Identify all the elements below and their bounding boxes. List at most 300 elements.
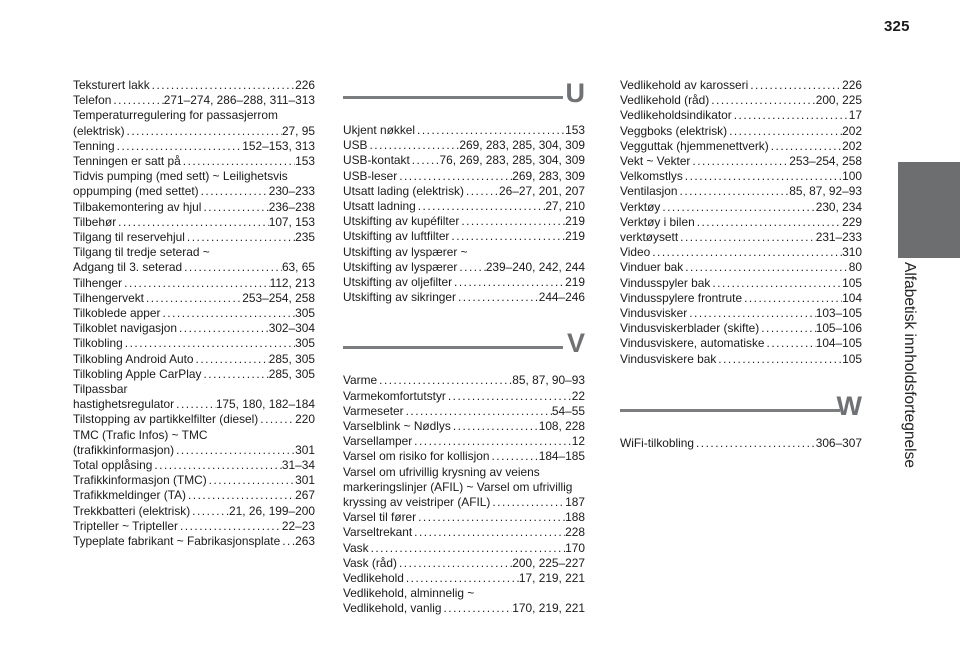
entry-pages[interactable]: 285, 305 [268, 351, 315, 366]
entry-pages[interactable]: 85, 87, 90–93 [512, 373, 585, 388]
index-entry [343, 153, 585, 168]
entry-line [620, 124, 862, 139]
index-entry [343, 245, 585, 275]
index-entry [620, 200, 862, 215]
entry-pages[interactable]: 200, 225–227 [512, 555, 585, 570]
dot-leader [404, 571, 519, 586]
entry-pages[interactable]: 112, 213 [269, 275, 315, 290]
dot-leader [716, 352, 842, 367]
entry-term: Varselblink ~ Nødlys [343, 419, 451, 434]
dot-leader [456, 290, 539, 305]
index-entry [620, 352, 862, 367]
entry-line [343, 571, 585, 586]
entry-term: Tripteller ~ Tripteller [73, 518, 178, 533]
entry-pages[interactable]: 63, 65 [281, 260, 315, 275]
entry-term: Vask [343, 540, 369, 555]
index-entry [343, 199, 585, 214]
entry-pages[interactable]: 104 [842, 290, 862, 305]
index-entry [343, 465, 585, 511]
entry-term: Typeplate fabrikant ~ Fabrikasjonsplate [73, 534, 281, 549]
entry-pages[interactable]: 301 [295, 473, 315, 488]
entry-pages[interactable]: 175, 180, 182–184 [215, 397, 315, 412]
entry-line [620, 321, 862, 336]
entry-term: Trafikkmeldinger (TA) [73, 488, 186, 503]
entry-pages[interactable]: 85, 87, 92–93 [789, 184, 862, 199]
index-entry [343, 434, 585, 449]
entry-term: Utskifting av oljefilter [343, 275, 453, 290]
entry-term: Tilgang til reservehjul [73, 230, 185, 245]
index-entry [73, 321, 315, 336]
entry-term: Tilstopping av partikkelfilter (diesel) [73, 412, 259, 427]
entry-term: Varsellamper [343, 434, 413, 449]
entry-pages[interactable]: 152–153, 313 [242, 138, 315, 153]
index-entry [620, 215, 862, 230]
index-entry [620, 184, 862, 199]
entry-term: Vinduer bak [620, 260, 684, 275]
entry-pages[interactable]: 226 [842, 78, 862, 92]
entry-list [620, 436, 862, 451]
index-entry [73, 139, 315, 154]
entry-term: Veggboks (elektrisk) [620, 123, 728, 138]
entry-pages[interactable]: 305 [295, 306, 315, 321]
entry-term: Vindusspyler bak [620, 275, 711, 290]
entry-term: Ventilasjon [620, 184, 678, 199]
entry-pages[interactable]: 229 [842, 214, 862, 229]
entry-line [343, 153, 585, 168]
entry-line [73, 321, 315, 336]
dot-leader [449, 229, 565, 244]
entry-pages[interactable]: 54–55 [551, 403, 585, 418]
index-entry [73, 382, 315, 412]
entry-pages[interactable]: 228 [565, 525, 585, 540]
entry-pages[interactable]: 244–246 [538, 290, 585, 305]
dot-leader [367, 138, 459, 153]
dot-leader [650, 245, 842, 260]
entry-term: Utskifting av sikringer [343, 290, 456, 305]
page-number: 325 [884, 18, 910, 35]
entry-term: Vindusvisker [620, 306, 688, 321]
entry-list [620, 78, 862, 367]
index-entry [620, 245, 862, 260]
dot-leader [182, 260, 282, 275]
dot-leader [459, 214, 565, 229]
entry-term: Vekt ~ Vekter [620, 154, 691, 169]
entry-pages[interactable]: 271–274, 286–288, 311–313 [163, 93, 315, 108]
entry-pages[interactable]: 230, 234 [815, 199, 862, 214]
entry-line [620, 260, 862, 275]
index-entry [620, 291, 862, 306]
entry-line [343, 260, 585, 275]
entry-pages[interactable]: 269, 283, 285, 304, 309 [459, 138, 585, 153]
entry-line [343, 495, 585, 510]
entry-pages[interactable]: 219 [565, 275, 585, 290]
dot-leader [678, 230, 816, 245]
entry-pages[interactable]: 219 [565, 214, 585, 229]
entry-line [343, 525, 585, 540]
dot-leader [199, 184, 269, 199]
dot-leader [694, 436, 816, 451]
index-column-1 [73, 78, 315, 549]
entry-line [343, 404, 585, 419]
dot-leader [683, 169, 842, 184]
entry-line [620, 78, 862, 93]
dot-leader [410, 153, 440, 168]
index-entry [343, 275, 585, 290]
dot-leader [201, 200, 268, 215]
entry-line [620, 245, 862, 260]
entry-line [343, 419, 585, 434]
index-entry [620, 276, 862, 291]
entry-term: Tilkoblede apper [73, 306, 161, 321]
entry-pages[interactable]: 170, 219, 221 [512, 601, 585, 616]
dot-leader [144, 291, 242, 306]
entry-line [73, 230, 315, 245]
dot-leader [748, 78, 842, 93]
entry-line [73, 488, 315, 503]
entry-line [343, 275, 585, 290]
dot-leader [489, 449, 538, 464]
entry-term: Vindusviskerblader (skifte) [620, 321, 760, 336]
entry-list [343, 123, 585, 305]
index-entry [620, 169, 862, 184]
dot-leader [160, 306, 295, 321]
entry-line [73, 412, 315, 427]
index-entry [343, 541, 585, 556]
chapter-tab [898, 162, 960, 258]
entry-line [73, 139, 315, 154]
index-entry [343, 214, 585, 229]
index-entry [73, 488, 315, 503]
entry-term: Varseltrekant [343, 525, 413, 540]
entry-line [343, 184, 585, 199]
entry-term: Vindusviskere bak [620, 351, 717, 366]
entry-term: Velkomstlys [620, 169, 683, 184]
entry-pages[interactable]: 230–233 [268, 184, 315, 199]
entry-line [343, 541, 585, 556]
entry-term: Tilkobling Android Auto [73, 351, 194, 366]
entry-term: USB [343, 138, 368, 153]
entry-line [343, 138, 585, 153]
dot-leader [397, 169, 512, 184]
entry-text-line: Tilgang til tredje seterad ~ [73, 245, 210, 260]
entry-term: Ukjent nøkkel [343, 123, 416, 137]
entry-pages[interactable]: 231–233 [815, 230, 862, 245]
entry-pages[interactable]: 31–34 [281, 458, 315, 473]
index-entry [343, 373, 585, 388]
index-entry [343, 138, 585, 153]
index-entry [620, 93, 862, 108]
entry-pages[interactable]: 104–105 [815, 336, 862, 351]
entry-pages[interactable]: 267 [295, 488, 315, 503]
entry-line [73, 93, 315, 108]
entry-line [343, 556, 585, 571]
index-entry [343, 525, 585, 540]
entry-term: Vedlikehold [343, 571, 404, 586]
dot-leader [397, 556, 512, 571]
index-entry [620, 78, 862, 93]
entry-term: Vedlikehold (råd) [620, 93, 710, 108]
entry-pages[interactable]: 21, 26, 199–200 [229, 503, 315, 518]
dot-leader [412, 434, 572, 449]
entry-term: Trekkbatteri (elektrisk) [73, 503, 191, 518]
entry-pages[interactable]: 27, 95 [281, 123, 315, 138]
entry-pages[interactable]: 170 [565, 540, 585, 555]
entry-pages[interactable]: 306–307 [815, 435, 862, 450]
entry-pages[interactable]: 27, 210 [545, 199, 585, 214]
entry-pages[interactable]: 17 [848, 108, 862, 123]
index-entry [73, 169, 315, 199]
entry-pages[interactable]: 310 [842, 245, 862, 260]
entry-line [73, 215, 315, 230]
entry-pages[interactable]: 253–254, 258 [242, 290, 315, 305]
entry-text-line: TMC (Trafic Infos) ~ TMC [73, 427, 208, 442]
entry-term: Tilkobling [73, 336, 123, 351]
entry-pages[interactable]: 202 [842, 123, 862, 138]
index-column-2 [343, 78, 585, 617]
entry-text-line: Tidvis pumping (med sett) ~ Leilighetsvis [73, 169, 288, 184]
entry-term: Tilkobling Apple CarPlay [73, 366, 202, 381]
entry-term: Telefon [73, 93, 112, 108]
entry-pages[interactable]: 305 [295, 336, 315, 351]
section-letter: V [566, 328, 585, 359]
entry-term: kryssing av veistriper (AFIL) [343, 495, 491, 510]
entry-term: Verktøy [620, 199, 661, 214]
dot-leader [123, 336, 295, 351]
entry-pages[interactable]: 12 [571, 434, 585, 449]
index-entry [73, 154, 315, 169]
entry-line [73, 367, 315, 382]
entry-line [73, 534, 315, 549]
index-entry [620, 124, 862, 139]
entry-pages[interactable]: 76, 269, 283, 285, 304, 309 [439, 153, 585, 168]
entry-line [73, 352, 315, 367]
entry-term: Utsatt ladning [343, 199, 416, 214]
entry-pages[interactable]: 302–304 [268, 321, 315, 336]
entry-line [343, 601, 585, 616]
index-entry [343, 184, 585, 199]
dot-leader [678, 184, 790, 199]
entry-line [620, 276, 862, 291]
entry-term: Utskifting av lyspærer [343, 259, 458, 274]
entry-line [620, 230, 862, 245]
entry-term: Utskifting av luftfilter [343, 229, 450, 244]
index-entry [343, 510, 585, 525]
entry-pages[interactable]: 100 [842, 169, 862, 184]
entry-pages[interactable]: 22 [571, 388, 585, 403]
index-entry [73, 215, 315, 230]
entry-line [620, 108, 862, 123]
dot-leader [178, 519, 282, 534]
entry-term: Varme [343, 373, 378, 388]
entry-line [73, 473, 315, 488]
entry-line [620, 139, 862, 154]
entry-line [343, 389, 585, 404]
entry-line [73, 78, 315, 93]
index-entry [73, 93, 315, 108]
dot-leader [177, 321, 269, 336]
entry-pages[interactable]: 22–23 [281, 518, 315, 533]
entry-line [73, 200, 315, 215]
index-entry [343, 556, 585, 571]
entry-text-line: Tilpassbar [73, 382, 128, 397]
entry-term: Vindusspylere frontrute [620, 290, 743, 305]
entry-pages[interactable]: 187 [565, 495, 585, 510]
entry-pages[interactable]: 105 [842, 351, 862, 366]
entry-text-line: Temperaturregulering for passasjerrom [73, 108, 278, 123]
entry-pages[interactable]: 253–254, 258 [789, 154, 862, 169]
entry-term: Vask (råd) [343, 555, 397, 570]
dot-leader [710, 276, 842, 291]
section-letter: W [836, 390, 862, 421]
index-entry [620, 108, 862, 123]
dot-leader [115, 139, 243, 154]
entry-line [620, 200, 862, 215]
entry-pages[interactable]: 153 [295, 154, 315, 169]
entry-term: verktøysett [620, 230, 679, 245]
dot-leader [660, 200, 815, 215]
entry-pages[interactable]: 236–238 [268, 199, 315, 214]
entry-pages[interactable]: 235 [295, 230, 315, 245]
dot-leader [769, 139, 842, 154]
index-entry [73, 352, 315, 367]
dot-leader [150, 78, 296, 93]
entry-pages[interactable]: 239–240, 242, 244 [485, 259, 585, 274]
entry-line [620, 291, 862, 306]
entry-pages[interactable]: 17, 219, 221 [518, 571, 585, 586]
dot-leader [116, 215, 269, 230]
entry-term: Total opplåsing [73, 458, 153, 473]
entry-line [73, 397, 315, 412]
dot-leader [174, 397, 216, 412]
entry-pages[interactable]: 188 [565, 510, 585, 525]
chapter-title: Alfabetisk innholdsfortegnelse [901, 262, 918, 468]
dot-leader [709, 93, 815, 108]
entry-term: Utsatt lading (elektrisk) [343, 183, 464, 198]
index-entry [73, 78, 315, 93]
entry-pages[interactable]: 200, 225 [815, 93, 862, 108]
entry-line [343, 290, 585, 305]
entry-term: Tenningen er satt på [73, 154, 181, 169]
entry-pages[interactable]: 105 [842, 275, 862, 290]
entry-pages[interactable]: 26–27, 201, 207 [499, 183, 585, 198]
entry-term: Varsel om risiko for kollisjon [343, 449, 490, 464]
entry-pages[interactable]: 219 [565, 229, 585, 244]
entry-term: Varsel til fører [343, 510, 417, 525]
index-entry [343, 389, 585, 404]
dot-leader [404, 404, 552, 419]
index-entry [343, 571, 585, 586]
dot-leader [416, 199, 546, 214]
dot-leader [490, 495, 565, 510]
entry-pages[interactable]: 107, 153 [268, 214, 315, 229]
dot-leader [152, 458, 282, 473]
index-entry [73, 534, 315, 549]
entry-line [343, 199, 585, 214]
entry-pages[interactable]: 269, 283, 309 [512, 168, 585, 183]
entry-term: Tenning [73, 138, 115, 153]
index-entry [73, 428, 315, 458]
entry-pages[interactable]: 103–105 [815, 306, 862, 321]
entry-term: USB-kontakt [343, 153, 410, 168]
index-entry [73, 230, 315, 245]
entry-pages[interactable]: 285, 305 [268, 366, 315, 381]
index-entry [73, 306, 315, 321]
section-rule [343, 346, 563, 349]
entry-line [343, 214, 585, 229]
entry-line [73, 291, 315, 306]
entry-line [620, 93, 862, 108]
entry-term: (elektrisk) [73, 123, 125, 138]
dot-leader [464, 184, 499, 199]
entry-text-line: Utskifting av lyspærer ~ [343, 244, 468, 259]
entry-term: Tilbakemontering av hjul [73, 199, 202, 214]
index-entry [620, 336, 862, 351]
dot-leader [683, 260, 849, 275]
entry-pages[interactable]: 202 [842, 138, 862, 153]
dot-leader [258, 412, 295, 427]
entry-term: Varmeseter [343, 403, 404, 418]
index-entry [343, 449, 585, 464]
entry-pages[interactable]: 105–106 [815, 321, 862, 336]
entry-line [73, 443, 315, 458]
entry-term: (trafikkinformasjon) [73, 442, 175, 457]
index-entry [73, 473, 315, 488]
entry-term: Vedlikehold, vanlig [343, 601, 442, 616]
entry-pages[interactable]: 226 [295, 78, 315, 92]
entry-line [620, 336, 862, 351]
index-entry [73, 245, 315, 275]
index-entry [343, 169, 585, 184]
entry-term: Trafikkinformasjon (TMC) [73, 473, 207, 488]
entry-pages[interactable]: 184–185 [538, 449, 585, 464]
entry-pages[interactable]: 220 [295, 412, 315, 427]
index-entry [73, 367, 315, 382]
entry-line [343, 434, 585, 449]
index-entry [73, 200, 315, 215]
dot-leader [442, 601, 513, 616]
index-entry [620, 260, 862, 275]
entry-pages[interactable]: 263 [295, 534, 315, 549]
index-entry [73, 108, 315, 138]
section-rule [343, 96, 563, 99]
index-entry [343, 404, 585, 419]
index-entry [73, 458, 315, 473]
index-entry [343, 419, 585, 434]
section-header-v [343, 328, 585, 368]
entry-pages[interactable]: 153 [565, 123, 585, 137]
dot-leader [207, 473, 295, 488]
entry-line [343, 373, 585, 388]
dot-leader [416, 510, 565, 525]
dot-leader [452, 275, 565, 290]
index-entry [343, 123, 585, 138]
entry-pages[interactable]: 80 [848, 260, 862, 275]
entry-term: oppumping (med settet) [73, 184, 199, 199]
index-entry [620, 230, 862, 245]
entry-term: Utskifting av kupéfilter [343, 214, 460, 229]
entry-line [343, 510, 585, 525]
dot-leader [377, 373, 512, 388]
entry-line [620, 215, 862, 230]
dot-leader [687, 306, 816, 321]
index-entry [73, 412, 315, 427]
entry-pages[interactable]: 301 [295, 442, 315, 457]
entry-text-line: markeringslinjer (AFIL) ~ Varsel om ufrivillig [343, 479, 573, 494]
entry-pages[interactable]: 108, 228 [538, 419, 585, 434]
entry-term: USB-leser [343, 168, 398, 183]
entry-line [343, 169, 585, 184]
dot-leader [185, 230, 295, 245]
